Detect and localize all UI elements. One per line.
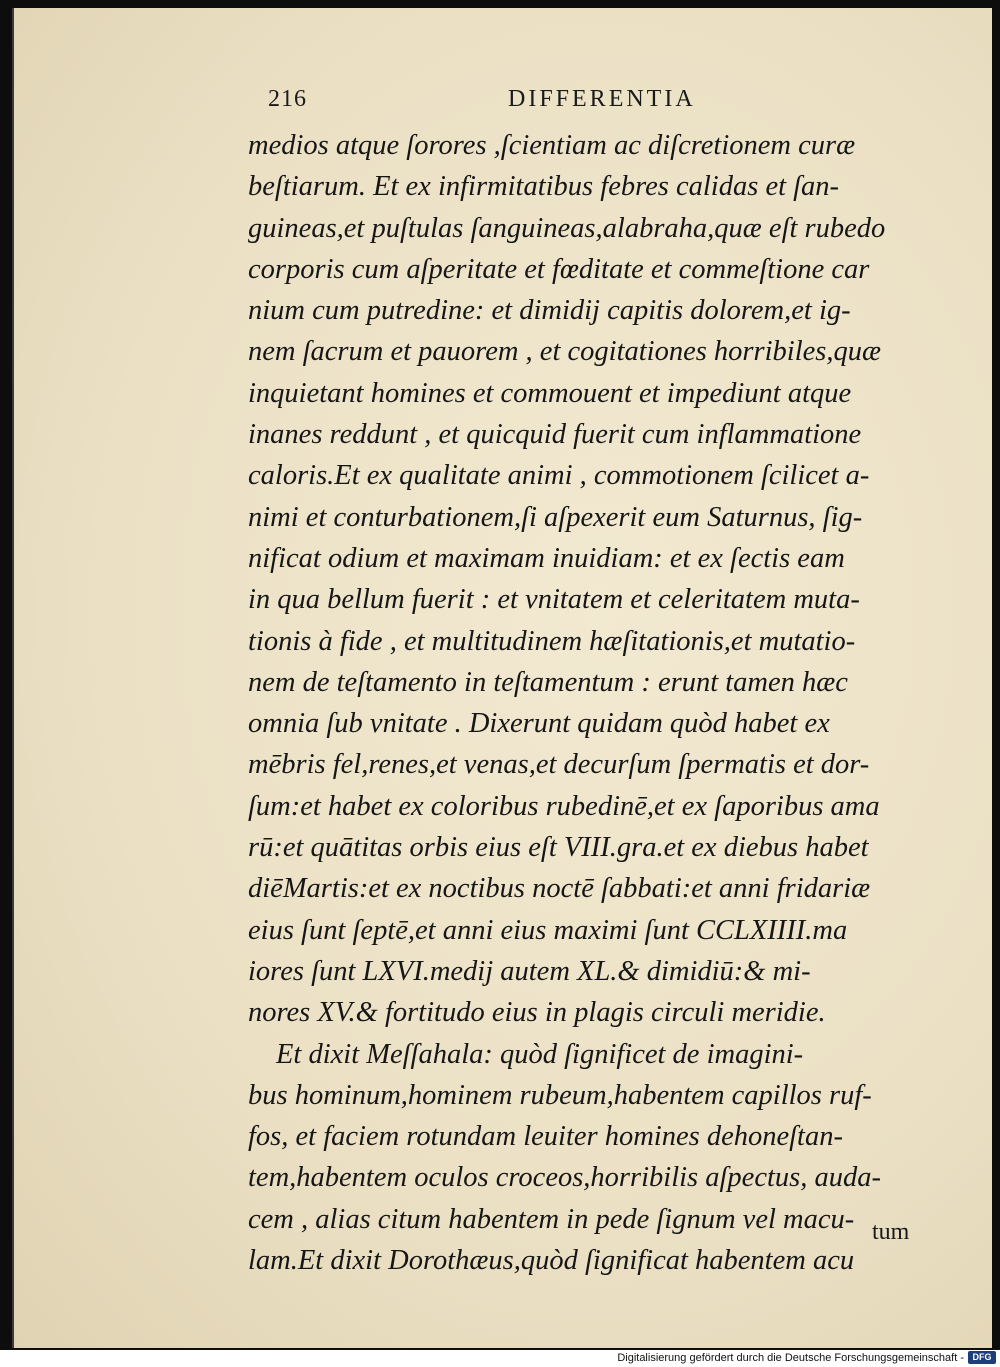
text-line: nores XV.& fortitudo eius in plagis circuli meridie.: [248, 997, 826, 1029]
text-line: nem ſacrum et pauorem , et cogitationes horribiles,quæ: [248, 336, 881, 368]
text-line: corporis cum aſperitate et fœditate et commeſtione car: [248, 253, 870, 285]
header-title: DIFFERENTIA: [508, 86, 696, 112]
text-line: ſum:et habet ex coloribus rubedinē,et ex ſaporibus ama: [248, 790, 880, 822]
body-text: [248, 125, 928, 1281]
text-line: inquietant homines et commouent et impediunt atque: [248, 377, 852, 409]
text-line: mēbris fel,renes,et venas,et decurſum ſpermatis et dor-: [248, 749, 870, 781]
text-line: bus hominum,hominem rubeum,habentem capillos ruf-: [248, 1079, 872, 1111]
text-line: medios atque ſorores ,ſcientiam ac diſcretionem curæ: [248, 130, 856, 161]
text-line: guineas,et puſtulas ſanguineas,alabraha,quæ eſt rubedo: [248, 212, 886, 244]
text-line: cem , alias citum habentem in pede ſignum vel macu-: [248, 1203, 855, 1235]
text-line: in qua bellum fuerit : et vnitatem et celeritatem muta-: [248, 584, 860, 616]
text-line: lam.Et dixit Dorothæus,quòd ſignificat habentem acu: [248, 1245, 855, 1277]
text-line: eius ſunt ſeptē,et anni eius maximi ſunt CCLXIIII.ma: [248, 914, 848, 946]
text-line: caloris.Et ex qualitate animi , commotionem ſcilicet a-: [248, 460, 870, 492]
text-line: nimi et conturbationem,ſi aſpexerit eum Saturnus, ſig-: [248, 501, 863, 533]
running-head: [268, 86, 908, 120]
text-line: fos, et faciem rotundam leuiter homines dehoneſtan-: [248, 1121, 843, 1153]
text-line: inanes reddunt , et quicquid fuerit cum inflammatione: [248, 419, 862, 451]
text-line: rū:et quātitas orbis eius eſt VIII.gra.et ex diebus habet: [248, 832, 869, 864]
catchword: tum: [872, 1219, 910, 1245]
text-line: iores ſunt LXVI.medij autem XL.& dimidiū:& mi-: [248, 955, 811, 987]
paragraph-start-line: Et dixit Meſſahala: quòd ſignificet de imagini-: [276, 1038, 804, 1070]
text-line: tem,habentem oculos croceos,horribilis aſpectus, auda-: [248, 1162, 881, 1194]
text-line: nem de teſtamento in teſtamentum : erunt tamen hæc: [248, 666, 848, 698]
text-line: nium cum putredine: et dimidij capitis dolorem,et ig-: [248, 295, 851, 327]
page-number: 216: [268, 86, 307, 112]
text-line: tionis à fide , et multitudinem hæſitationis,et mutatio-: [248, 625, 856, 657]
digitization-credit: Digitalisierung gefördert durch die Deutsche Forschungsgemeinschaft -: [617, 1352, 964, 1364]
text-line: omnia ſub vnitate . Dixerunt quidam quòd habet ex: [248, 708, 830, 740]
dfg-logo-icon: DFG: [968, 1351, 996, 1364]
text-line: nificat odium et maximam inuidiam: et ex ſectis eam: [248, 542, 845, 574]
text-line: diēMartis:et ex noctibus noctē ſabbati:et anni fridariæ: [248, 873, 871, 905]
text-line: beſtiarum. Et ex infirmitatibus febres calidas et ſan-: [248, 171, 840, 203]
